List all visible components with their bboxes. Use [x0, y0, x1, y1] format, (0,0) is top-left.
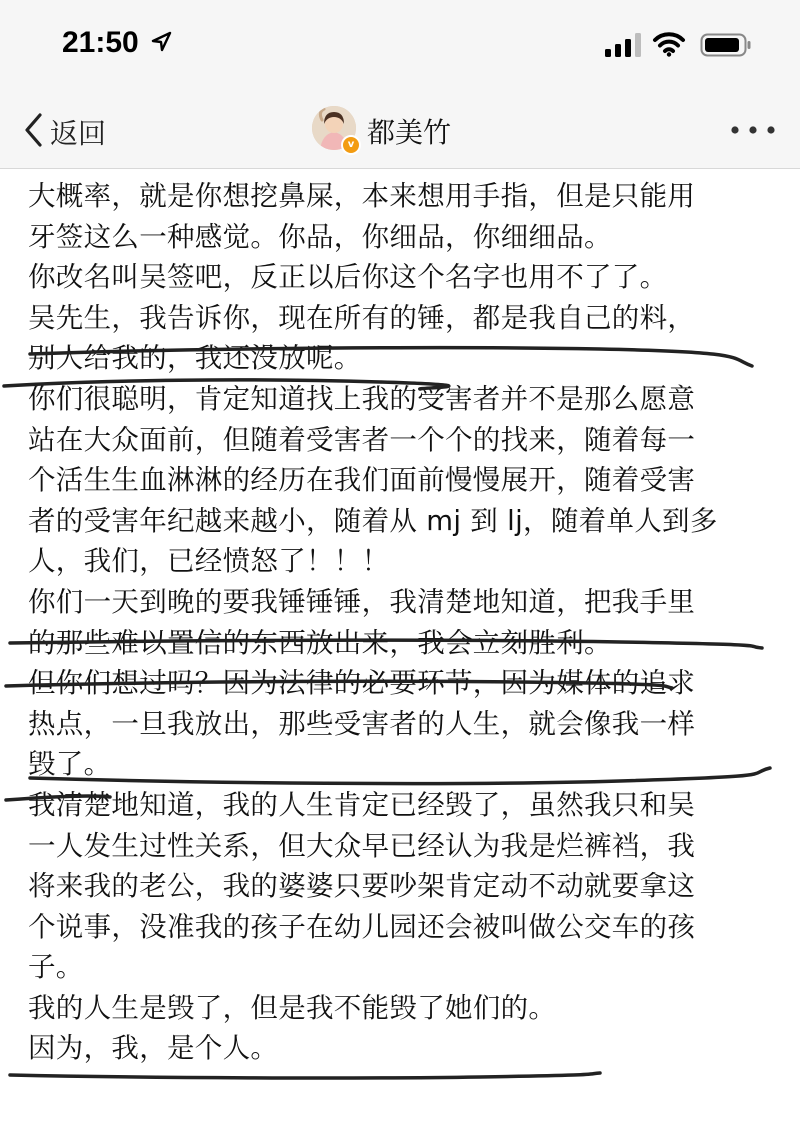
status-bar [0, 0, 800, 95]
body-line: 一人发生过性关系，但大众早已经认为我是烂裤裆，我 [28, 829, 696, 862]
post-body [28, 176, 788, 1069]
body-line: 但你们想过吗？因为法律的必要环节，因为媒体的追求 [28, 667, 696, 700]
body-line: 毁了。 [28, 748, 112, 781]
back-chevron-icon[interactable] [22, 112, 44, 148]
body-line: 子。 [28, 951, 84, 984]
body-line: 个说事，没准我的孩子在幼儿园还会被叫做公交车的孩 [28, 910, 696, 943]
location-arrow-icon [150, 31, 172, 53]
nav-bar [0, 95, 800, 169]
body-line: 你们很聪明，肯定知道找上我的受害者并不是那么愿意 [28, 382, 696, 415]
body-line: 大概率，就是你想挖鼻屎，本来想用手指，但是只能用 [28, 180, 696, 212]
back-button[interactable]: 返回 [50, 117, 107, 150]
body-line: 我的人生是毁了，但是我不能毁了她们的。 [28, 991, 557, 1024]
body-line: 人，我们，已经愤怒了！！！ [28, 545, 390, 578]
status-time: 21:50 [62, 26, 139, 59]
body-line: 将来我的老公，我的婆婆只要吵架肯定动不动就要拿这 [28, 870, 696, 903]
body-line: 吴先生，我告诉你，现在所有的锤，都是我自己的料， [28, 301, 696, 334]
body-line: 热点，一旦我放出，那些受害者的人生，就会像我一样 [28, 707, 696, 740]
body-line: 站在大众面前，但随着受害者一个个的找来，随着每一 [28, 423, 696, 456]
verified-badge-icon: v [341, 135, 361, 155]
body-line: 别人给我的，我还没放呢。 [28, 342, 362, 375]
body-line: 者的受害年纪越来越小，随着从 mj 到 lj，随着单人到多 [28, 504, 718, 537]
body-line: 你改名叫吴签吧，反正以后你这个名字也用不了了。 [28, 261, 668, 294]
body-line: 牙签这么一种感觉。你品，你细品，你细细品。 [28, 220, 612, 253]
more-options-icon[interactable] [730, 125, 776, 135]
underline-stroke [10, 1073, 600, 1078]
cellular-signal-icon [605, 33, 643, 57]
body-line: 的那些难以置信的东西放出来，我会立刻胜利。 [28, 626, 612, 659]
profile-name[interactable]: 都美竹 [367, 116, 452, 149]
body-line: 我清楚地知道，我的人生肯定已经毁了，虽然我只和吴 [28, 788, 696, 821]
body-line: 个活生生血淋淋的经历在我们面前慢慢展开，随着受害 [28, 464, 696, 497]
battery-icon [700, 33, 752, 57]
wifi-icon [652, 31, 686, 57]
body-line: 你们一天到晚的要我锤锤锤，我清楚地知道，把我手里 [28, 585, 696, 618]
body-line: 因为，我，是个人。 [28, 1032, 279, 1065]
